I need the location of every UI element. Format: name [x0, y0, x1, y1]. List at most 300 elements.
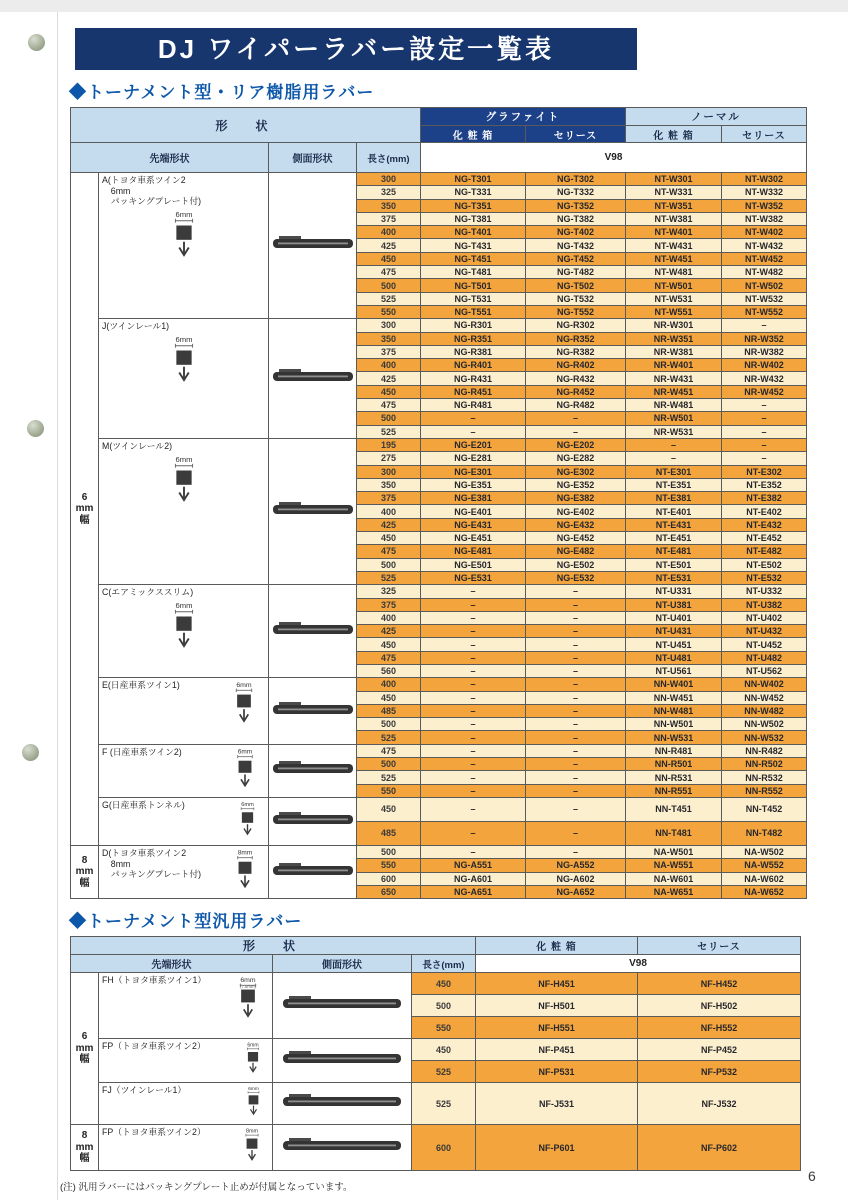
part-number-cell: NT-E481 — [626, 545, 722, 558]
length-cell: 450 — [412, 1039, 476, 1061]
part-number-cell: NG-T382 — [526, 212, 626, 225]
part-number-cell: NT-U482 — [722, 651, 807, 664]
part-number-cell: NN-R552 — [722, 784, 807, 797]
length-cell: 450 — [357, 797, 421, 821]
length-cell: 195 — [357, 438, 421, 451]
width-group-cell: 8 mm 幅 — [71, 845, 99, 898]
length-cell: 475 — [357, 651, 421, 664]
blade-side-icon — [271, 235, 355, 251]
part-number-cell: – — [526, 611, 626, 624]
punch-hole-icon — [22, 744, 39, 761]
table-row — [71, 973, 801, 995]
length-cell: 450 — [357, 252, 421, 265]
length-cell: 475 — [357, 545, 421, 558]
col-header-normal: ノーマル — [626, 108, 807, 126]
part-number-cell: NT-U431 — [626, 625, 722, 638]
part-number-cell: NG-E501 — [421, 558, 526, 571]
length-cell: 375 — [357, 212, 421, 225]
part-number-cell: NG-T332 — [526, 186, 626, 199]
length-cell: 525 — [357, 771, 421, 784]
section-label: A(トヨタ車系ツイン2 6mm パッキングプレート付) — [102, 175, 202, 207]
part-number-cell: NT-U402 — [722, 611, 807, 624]
part-number-cell: NG-T481 — [421, 266, 526, 279]
table-row — [71, 744, 807, 757]
part-number-cell: NA-W552 — [722, 859, 807, 872]
col-header-series: セリース — [638, 937, 801, 955]
part-number-cell: NR-W531 — [626, 425, 722, 438]
part-number-cell: – — [526, 678, 626, 691]
length-cell: 475 — [357, 399, 421, 412]
part-number-cell: NF-H452 — [638, 973, 801, 995]
side-shape-cell — [273, 1083, 412, 1125]
part-number-cell: NT-W482 — [722, 266, 807, 279]
length-cell: 400 — [357, 611, 421, 624]
section-label: FH（トヨタ車系ツイン1） — [102, 975, 207, 986]
part-number-cell: NT-W551 — [626, 305, 722, 318]
table-row — [71, 845, 807, 858]
part-number-cell: NG-E351 — [421, 478, 526, 491]
part-number-cell: NG-E202 — [526, 438, 626, 451]
part-number-cell: NT-E402 — [722, 505, 807, 518]
length-cell: 525 — [357, 731, 421, 744]
part-number-cell: NT-E301 — [626, 465, 722, 478]
part-number-cell: NN-R481 — [626, 744, 722, 757]
part-number-cell: NG-E281 — [421, 452, 526, 465]
page-number: 6 — [808, 1168, 816, 1184]
part-number-cell: NG-R432 — [526, 372, 626, 385]
length-cell: 485 — [357, 704, 421, 717]
tip-shape-cell — [99, 845, 269, 898]
part-number-cell: – — [722, 452, 807, 465]
part-number-cell: NG-T381 — [421, 212, 526, 225]
part-number-cell: NT-U432 — [722, 625, 807, 638]
part-number-cell: NG-T402 — [526, 226, 626, 239]
side-shape-cell — [269, 797, 357, 845]
part-number-cell: NT-W532 — [722, 292, 807, 305]
svg-text:6mm: 6mm — [247, 1042, 259, 1049]
part-number-cell: NA-W652 — [722, 885, 807, 898]
tip-shape-icon — [237, 1127, 267, 1165]
tip-shape-cell — [99, 319, 269, 439]
part-number-cell: NF-P452 — [638, 1039, 801, 1061]
svg-text:6mm: 6mm — [241, 801, 254, 808]
part-number-cell: NN-T482 — [722, 821, 807, 845]
part-number-cell: NG-T431 — [421, 239, 526, 252]
part-number-cell: NN-T452 — [722, 797, 807, 821]
part-number-cell: NR-W401 — [626, 359, 722, 372]
part-number-cell: – — [526, 638, 626, 651]
section-label: FP（トヨタ車系ツイン2） — [102, 1127, 206, 1138]
part-number-cell: NR-W432 — [722, 372, 807, 385]
part-number-cell: NR-W451 — [626, 385, 722, 398]
blade-side-icon — [281, 1137, 403, 1153]
part-number-cell: NT-E432 — [722, 518, 807, 531]
part-number-cell: NG-E282 — [526, 452, 626, 465]
part-number-cell: NR-W301 — [626, 319, 722, 332]
length-cell: 300 — [357, 319, 421, 332]
part-number-cell: NF-P601 — [476, 1125, 638, 1171]
part-number-cell: NT-W332 — [722, 186, 807, 199]
part-number-cell: NF-P451 — [476, 1039, 638, 1061]
part-number-cell: – — [526, 691, 626, 704]
part-number-cell: NG-E401 — [421, 505, 526, 518]
length-cell: 525 — [357, 292, 421, 305]
part-number-cell: NG-R431 — [421, 372, 526, 385]
part-number-cell: NG-T301 — [421, 173, 526, 186]
length-cell: 525 — [412, 1061, 476, 1083]
col-header-graphite: グラファイト — [421, 108, 626, 126]
tip-shape-cell — [99, 678, 269, 744]
length-cell: 300 — [357, 173, 421, 186]
blade-side-icon — [271, 811, 355, 827]
part-number-cell: NG-T331 — [421, 186, 526, 199]
svg-text:6mm: 6mm — [236, 682, 252, 690]
model-header-v98: V98 — [421, 143, 807, 173]
side-shape-cell — [273, 973, 412, 1039]
width-group-cell: 6 mm 幅 — [71, 173, 99, 846]
part-number-cell: NN-W402 — [722, 678, 807, 691]
part-number-cell: – — [526, 797, 626, 821]
part-number-cell: NG-E201 — [421, 438, 526, 451]
length-cell: 500 — [357, 718, 421, 731]
part-number-cell: NG-R452 — [526, 385, 626, 398]
rear-rubber-table — [70, 107, 807, 899]
part-number-cell: NG-A552 — [526, 859, 626, 872]
part-number-cell: NT-W301 — [626, 173, 722, 186]
length-cell: 400 — [357, 505, 421, 518]
length-cell: 450 — [412, 973, 476, 995]
part-number-cell: NN-W531 — [626, 731, 722, 744]
part-number-cell: NN-R531 — [626, 771, 722, 784]
part-number-cell: NG-E302 — [526, 465, 626, 478]
part-number-cell: NR-W452 — [722, 385, 807, 398]
part-number-cell: NA-W501 — [626, 845, 722, 858]
part-number-cell: NT-E381 — [626, 492, 722, 505]
part-number-cell: NF-J531 — [476, 1083, 638, 1125]
section-label: C(エアミックススリム) — [102, 587, 194, 598]
part-number-cell: – — [526, 758, 626, 771]
part-number-cell: NT-U401 — [626, 611, 722, 624]
length-cell: 475 — [357, 744, 421, 757]
part-number-cell: – — [526, 425, 626, 438]
svg-text:(7.6mm): (7.6mm) — [240, 983, 256, 989]
table-row — [71, 1083, 801, 1125]
part-number-cell: NT-E401 — [626, 505, 722, 518]
tip-shape-icon — [239, 1041, 267, 1077]
part-number-cell: NG-E301 — [421, 465, 526, 478]
part-number-cell: NG-T302 — [526, 173, 626, 186]
length-cell: 450 — [357, 385, 421, 398]
part-number-cell: NT-U382 — [722, 598, 807, 611]
part-number-cell: NG-T432 — [526, 239, 626, 252]
part-number-cell: – — [421, 718, 526, 731]
side-shape-cell — [273, 1125, 412, 1171]
part-number-cell: – — [421, 771, 526, 784]
part-number-cell: NT-U331 — [626, 585, 722, 598]
length-cell: 475 — [357, 266, 421, 279]
col-header-tip-shape: 先端形状 — [71, 955, 273, 973]
section-label: G(日産車系トンネル) — [102, 799, 185, 810]
part-number-cell: NA-W551 — [626, 859, 722, 872]
part-number-cell: NF-P602 — [638, 1125, 801, 1171]
part-number-cell: NR-W381 — [626, 345, 722, 358]
length-cell: 325 — [357, 585, 421, 598]
part-number-cell: – — [421, 638, 526, 651]
part-number-cell: NG-E452 — [526, 532, 626, 545]
part-number-cell: – — [421, 691, 526, 704]
part-number-cell: NR-W352 — [722, 332, 807, 345]
part-number-cell: NG-E432 — [526, 518, 626, 531]
tip-shape-cell — [99, 1083, 273, 1125]
part-number-cell: NN-W501 — [626, 718, 722, 731]
side-shape-cell — [269, 585, 357, 678]
part-number-cell: – — [626, 438, 722, 451]
part-number-cell: NN-W532 — [722, 731, 807, 744]
col-header-box: 化 粧 箱 — [626, 126, 722, 143]
page-title-text: DJ ワイパーラバー設定一覧表 — [157, 34, 555, 64]
part-number-cell: NT-U561 — [626, 664, 722, 677]
part-number-cell: NT-E352 — [722, 478, 807, 491]
part-number-cell: NT-E502 — [722, 558, 807, 571]
part-number-cell: – — [526, 704, 626, 717]
part-number-cell: NG-R481 — [421, 399, 526, 412]
part-number-cell: NG-R482 — [526, 399, 626, 412]
part-number-cell: – — [421, 797, 526, 821]
tip-shape-icon — [229, 975, 267, 1023]
part-number-cell: NT-U332 — [722, 585, 807, 598]
length-cell: 375 — [357, 345, 421, 358]
part-number-cell: NN-T451 — [626, 797, 722, 821]
part-number-cell: NA-W601 — [626, 872, 722, 885]
part-number-cell: NG-E381 — [421, 492, 526, 505]
tip-shape-icon — [163, 209, 205, 263]
part-number-cell: – — [526, 412, 626, 425]
length-cell: 560 — [357, 664, 421, 677]
part-number-cell: NF-H501 — [476, 995, 638, 1017]
part-number-cell: – — [421, 625, 526, 638]
tip-shape-icon — [225, 680, 263, 728]
part-number-cell: NT-W402 — [722, 226, 807, 239]
length-cell: 450 — [357, 691, 421, 704]
part-number-cell: – — [526, 585, 626, 598]
section-label: J(ツインレール1) — [102, 321, 170, 332]
svg-text:6mm: 6mm — [240, 976, 256, 984]
table-row — [71, 1039, 801, 1061]
part-number-cell: NN-R502 — [722, 758, 807, 771]
length-cell: 500 — [357, 758, 421, 771]
part-number-cell: NT-E382 — [722, 492, 807, 505]
length-cell: 275 — [357, 452, 421, 465]
tip-shape-icon — [163, 600, 205, 654]
part-number-cell: NT-U481 — [626, 651, 722, 664]
part-number-cell: NG-T401 — [421, 226, 526, 239]
side-shape-cell — [273, 1039, 412, 1083]
part-number-cell: – — [722, 425, 807, 438]
col-header-length: 長さ(mm) — [412, 955, 476, 973]
part-number-cell: NG-E531 — [421, 571, 526, 584]
length-cell: 450 — [357, 638, 421, 651]
part-number-cell: NT-U381 — [626, 598, 722, 611]
part-number-cell: NN-W452 — [722, 691, 807, 704]
tip-shape-cell — [99, 173, 269, 319]
col-header-box: 化 粧 箱 — [476, 937, 638, 955]
part-number-cell: NF-H552 — [638, 1017, 801, 1039]
part-number-cell: NG-R381 — [421, 345, 526, 358]
part-number-cell: NA-W651 — [626, 885, 722, 898]
blade-side-icon — [281, 1050, 403, 1066]
part-number-cell: NF-H502 — [638, 995, 801, 1017]
part-number-cell: NT-E531 — [626, 571, 722, 584]
length-cell: 425 — [357, 518, 421, 531]
side-shape-cell — [269, 845, 357, 898]
part-number-cell: NF-P532 — [638, 1061, 801, 1083]
part-number-cell: NG-E481 — [421, 545, 526, 558]
width-group-cell: 8 mm 幅 — [71, 1125, 99, 1171]
part-number-cell: NN-W401 — [626, 678, 722, 691]
length-cell: 500 — [357, 845, 421, 858]
part-number-cell: NG-T502 — [526, 279, 626, 292]
part-number-cell: NG-A601 — [421, 872, 526, 885]
punch-hole-icon — [28, 34, 45, 51]
part-number-cell: – — [421, 758, 526, 771]
footnote: (注) 汎用ラバーにはパッキングプレート止めが付属となっています。 — [60, 1182, 353, 1194]
part-number-cell: NR-W431 — [626, 372, 722, 385]
svg-text:6mm: 6mm — [175, 600, 192, 610]
col-header-side-shape: 側面形状 — [269, 143, 357, 173]
length-cell: 450 — [357, 532, 421, 545]
length-cell: 550 — [357, 784, 421, 797]
part-number-cell: NG-T532 — [526, 292, 626, 305]
svg-text:6mm: 6mm — [237, 748, 253, 756]
part-number-cell: – — [421, 845, 526, 858]
svg-text:8mm: 8mm — [245, 1128, 259, 1135]
part-number-cell: NG-R401 — [421, 359, 526, 372]
part-number-cell: NR-W501 — [626, 412, 722, 425]
part-number-cell: NN-R501 — [626, 758, 722, 771]
part-number-cell: – — [526, 718, 626, 731]
part-number-cell: NG-A652 — [526, 885, 626, 898]
table-row — [71, 173, 807, 186]
length-cell: 325 — [357, 186, 421, 199]
part-number-cell: – — [526, 625, 626, 638]
part-number-cell: NG-T531 — [421, 292, 526, 305]
part-number-cell: NT-U451 — [626, 638, 722, 651]
table-row — [71, 438, 807, 451]
section-label: D(トヨタ車系ツイン2 8mm パッキングプレート付) — [102, 847, 202, 880]
length-cell: 425 — [357, 372, 421, 385]
part-number-cell: NT-W552 — [722, 305, 807, 318]
tip-shape-cell — [99, 1125, 273, 1171]
part-number-cell: NT-W352 — [722, 199, 807, 212]
part-number-cell: – — [722, 412, 807, 425]
part-number-cell: NG-R382 — [526, 345, 626, 358]
table-row — [71, 797, 807, 821]
length-cell: 500 — [357, 558, 421, 571]
tip-shape-icon — [163, 334, 205, 388]
tip-shape-cell — [99, 1039, 273, 1083]
general-rubber-table — [70, 936, 801, 1171]
tip-shape-icon — [232, 800, 263, 840]
side-shape-cell — [269, 678, 357, 744]
part-number-cell: NT-W302 — [722, 173, 807, 186]
length-cell: 350 — [357, 478, 421, 491]
part-number-cell: NA-W602 — [722, 872, 807, 885]
part-number-cell: – — [526, 731, 626, 744]
part-number-cell: NN-W451 — [626, 691, 722, 704]
col-header-tip-shape: 先端形状 — [71, 143, 269, 173]
part-number-cell: NT-E451 — [626, 532, 722, 545]
part-number-cell: NG-E451 — [421, 532, 526, 545]
tip-shape-cell — [99, 585, 269, 678]
part-number-cell: NT-W451 — [626, 252, 722, 265]
length-cell: 485 — [357, 821, 421, 845]
part-number-cell: NT-E482 — [722, 545, 807, 558]
part-number-cell: NT-W351 — [626, 199, 722, 212]
part-number-cell: NT-W481 — [626, 266, 722, 279]
part-number-cell: NN-W481 — [626, 704, 722, 717]
side-shape-cell — [269, 173, 357, 319]
length-cell: 500 — [357, 412, 421, 425]
length-cell: 500 — [357, 279, 421, 292]
part-number-cell: NT-W501 — [626, 279, 722, 292]
tip-shape-cell — [99, 438, 269, 584]
col-header-shape: 形 状 — [71, 108, 421, 143]
part-number-cell: NG-R302 — [526, 319, 626, 332]
col-header-series: セリース — [526, 126, 626, 143]
svg-text:6mm: 6mm — [175, 334, 192, 344]
part-number-cell: NG-R301 — [421, 319, 526, 332]
part-number-cell: NG-T452 — [526, 252, 626, 265]
tip-shape-icon — [163, 454, 205, 508]
part-number-cell: – — [421, 821, 526, 845]
part-number-cell: NN-W502 — [722, 718, 807, 731]
part-number-cell: – — [526, 664, 626, 677]
blade-side-icon — [271, 501, 355, 517]
part-number-cell: NT-W381 — [626, 212, 722, 225]
part-number-cell: – — [526, 821, 626, 845]
part-number-cell: – — [421, 651, 526, 664]
part-number-cell: NG-E402 — [526, 505, 626, 518]
model-header-v98: V98 — [476, 955, 801, 973]
part-number-cell: NR-W481 — [626, 399, 722, 412]
part-number-cell: NF-H551 — [476, 1017, 638, 1039]
part-number-cell: NT-W502 — [722, 279, 807, 292]
page-content — [57, 12, 848, 1193]
length-cell: 375 — [357, 492, 421, 505]
part-number-cell: – — [722, 399, 807, 412]
part-number-cell: NR-W351 — [626, 332, 722, 345]
section-label: E(日産車系ツイン1) — [102, 680, 180, 691]
col-header-side-shape: 側面形状 — [273, 955, 412, 973]
tip-shape-cell — [99, 744, 269, 797]
blade-side-icon — [271, 862, 355, 878]
part-number-cell: – — [421, 678, 526, 691]
blade-side-icon — [281, 1093, 403, 1109]
length-cell: 525 — [357, 571, 421, 584]
part-number-cell: – — [421, 598, 526, 611]
part-number-cell: – — [526, 651, 626, 664]
length-cell: 550 — [412, 1017, 476, 1039]
part-number-cell: NT-U562 — [722, 664, 807, 677]
section-label: M(ツインレール2) — [102, 440, 173, 451]
col-header-shape: 形 状 — [71, 937, 476, 955]
part-number-cell: NT-W401 — [626, 226, 722, 239]
part-number-cell: – — [421, 731, 526, 744]
side-shape-cell — [269, 319, 357, 439]
part-number-cell: NT-W382 — [722, 212, 807, 225]
part-number-cell: – — [722, 438, 807, 451]
part-number-cell: NG-A551 — [421, 859, 526, 872]
